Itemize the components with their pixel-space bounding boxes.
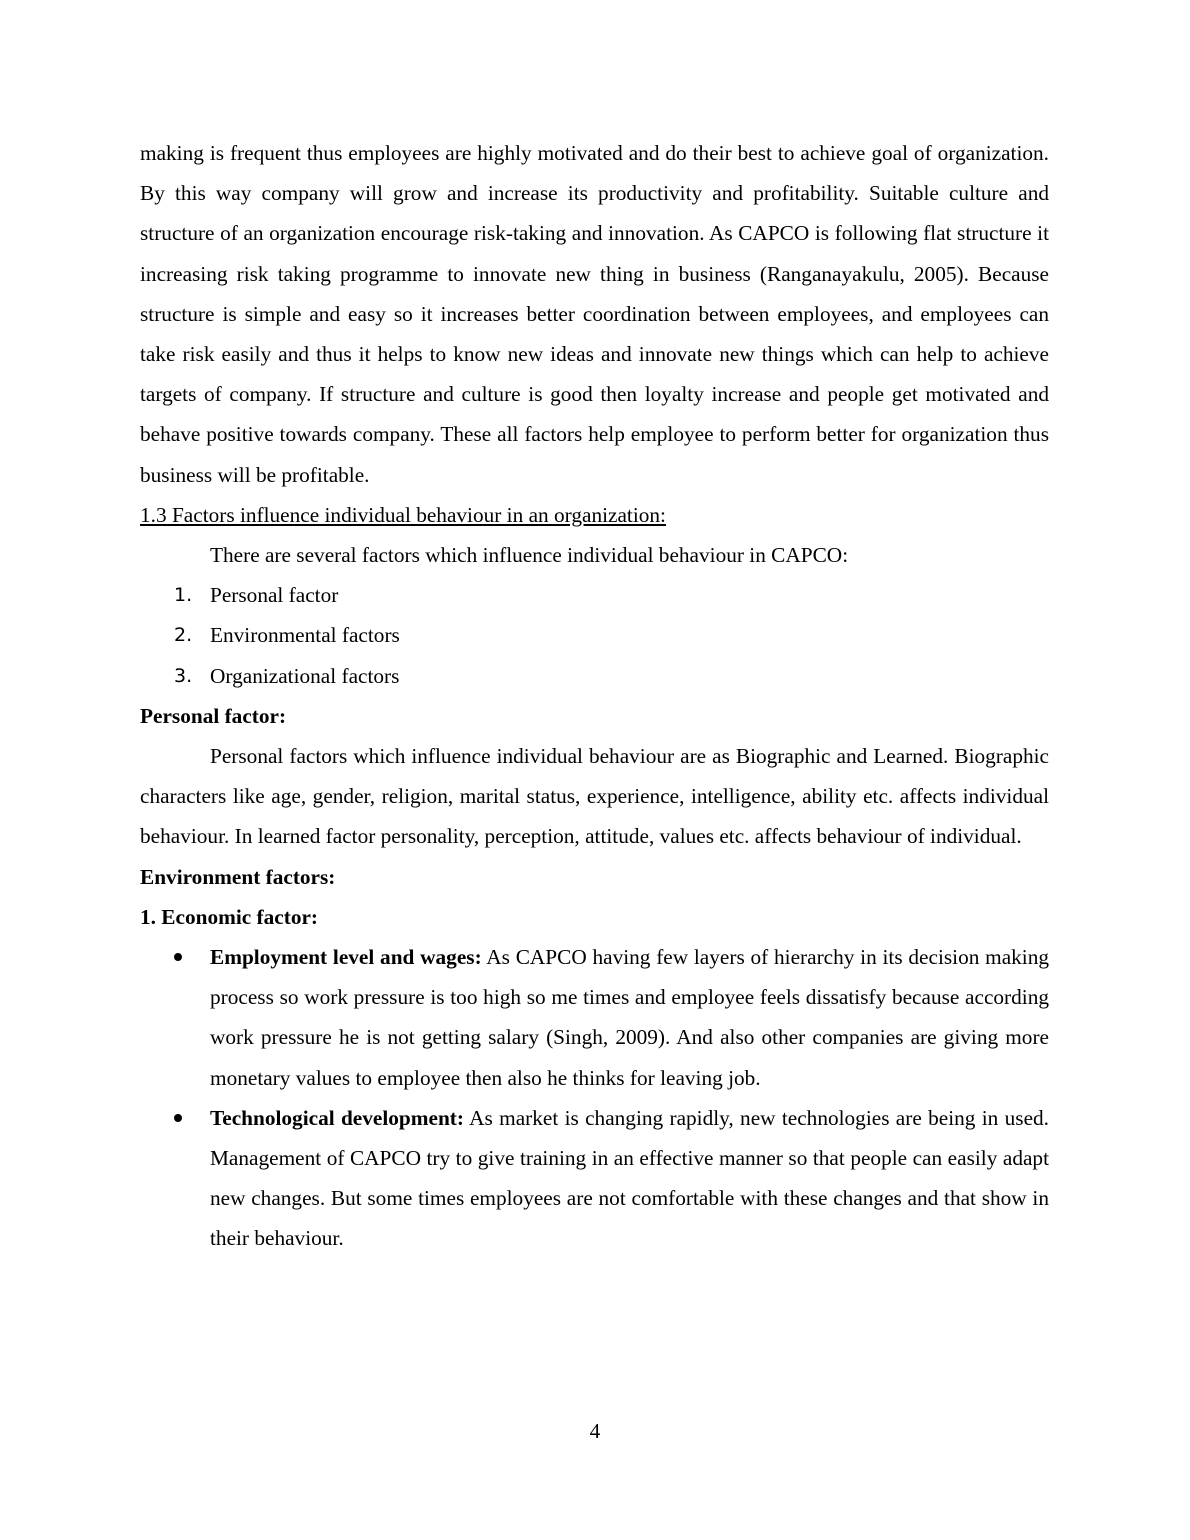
section-heading: 1.3 Factors influence individual behaviour in an organization:	[140, 502, 666, 527]
bullet-text: As CAPCO having few layers of hierarchy in its decision making process so work pressure is too high so me times and employee feels dissatisfy because according work pressure he is not getting salary (Singh, 2009). And also other companies are giving more monetary values to employee then also he thinks for leaving job.	[210, 945, 1050, 1090]
bullet-icon	[174, 953, 182, 961]
list-item-label: Personal factor	[210, 583, 339, 608]
body-paragraph: making is frequent thus employees are highly motivated and do their best to achieve goal of organization. By this way company will grow and increase its productivity and profitability. Suitable culture and structure of an organization encourage risk-taking and innovation. As CAPCO is following flat structure it increasing risk taking programme to innovate new thing in business (Ranganayakulu, 2005). Because structure is simple and easy so it increases better coordination between employees, and employees can take risk easily and thus it helps to know new ideas and innovate new things which can help to achieve targets of company. If structure and culture is good then loyalty increase and people get motivated and behave positive towards company. These all factors help employee to perform better for organization thus business will be profitable.	[140, 141, 1049, 487]
document-page	[140, 133, 1049, 1259]
list-number: 2.	[174, 624, 193, 647]
list-item	[140, 1098, 1049, 1259]
list-item	[140, 575, 1049, 615]
economic-factor-heading: 1. Economic factor:	[140, 904, 319, 929]
factors-intro: There are several factors which influence individual behaviour in CAPCO:	[210, 543, 849, 568]
list-item-label: Organizational factors	[210, 663, 400, 688]
list-item	[140, 656, 1049, 696]
list-item	[140, 615, 1049, 655]
list-item	[140, 937, 1049, 1098]
environment-factors-heading: Environment factors:	[140, 864, 336, 889]
bullet-title: Employment level and wages:	[210, 945, 482, 970]
economic-factor-list	[140, 937, 1049, 1259]
personal-factor-heading: Personal factor:	[140, 703, 287, 728]
bullet-title: Technological development:	[210, 1105, 464, 1130]
list-item-label: Environmental factors	[210, 623, 400, 648]
bullet-icon	[174, 1114, 182, 1122]
factors-list	[140, 575, 1049, 696]
bullet-text: As market is changing rapidly, new technologies are being in used. Management of CAPCO try to give training in an effective manner so that people can easily adapt new changes. But some times employees are not comfortable with these changes and that show in their behaviour.	[210, 1105, 1049, 1251]
list-number: 1.	[174, 584, 193, 607]
personal-factor-paragraph: Personal factors which influence individual behaviour are as Biographic and Learned. Biographic characters like age, gender, religion, marital status, experience, intelligence, ability etc. affects individual behaviour. In learned factor personality, perception, attitude, values etc. affects behaviour of individual.	[140, 744, 1049, 849]
page-number: 4	[589, 1419, 601, 1443]
list-number: 3.	[174, 664, 193, 687]
